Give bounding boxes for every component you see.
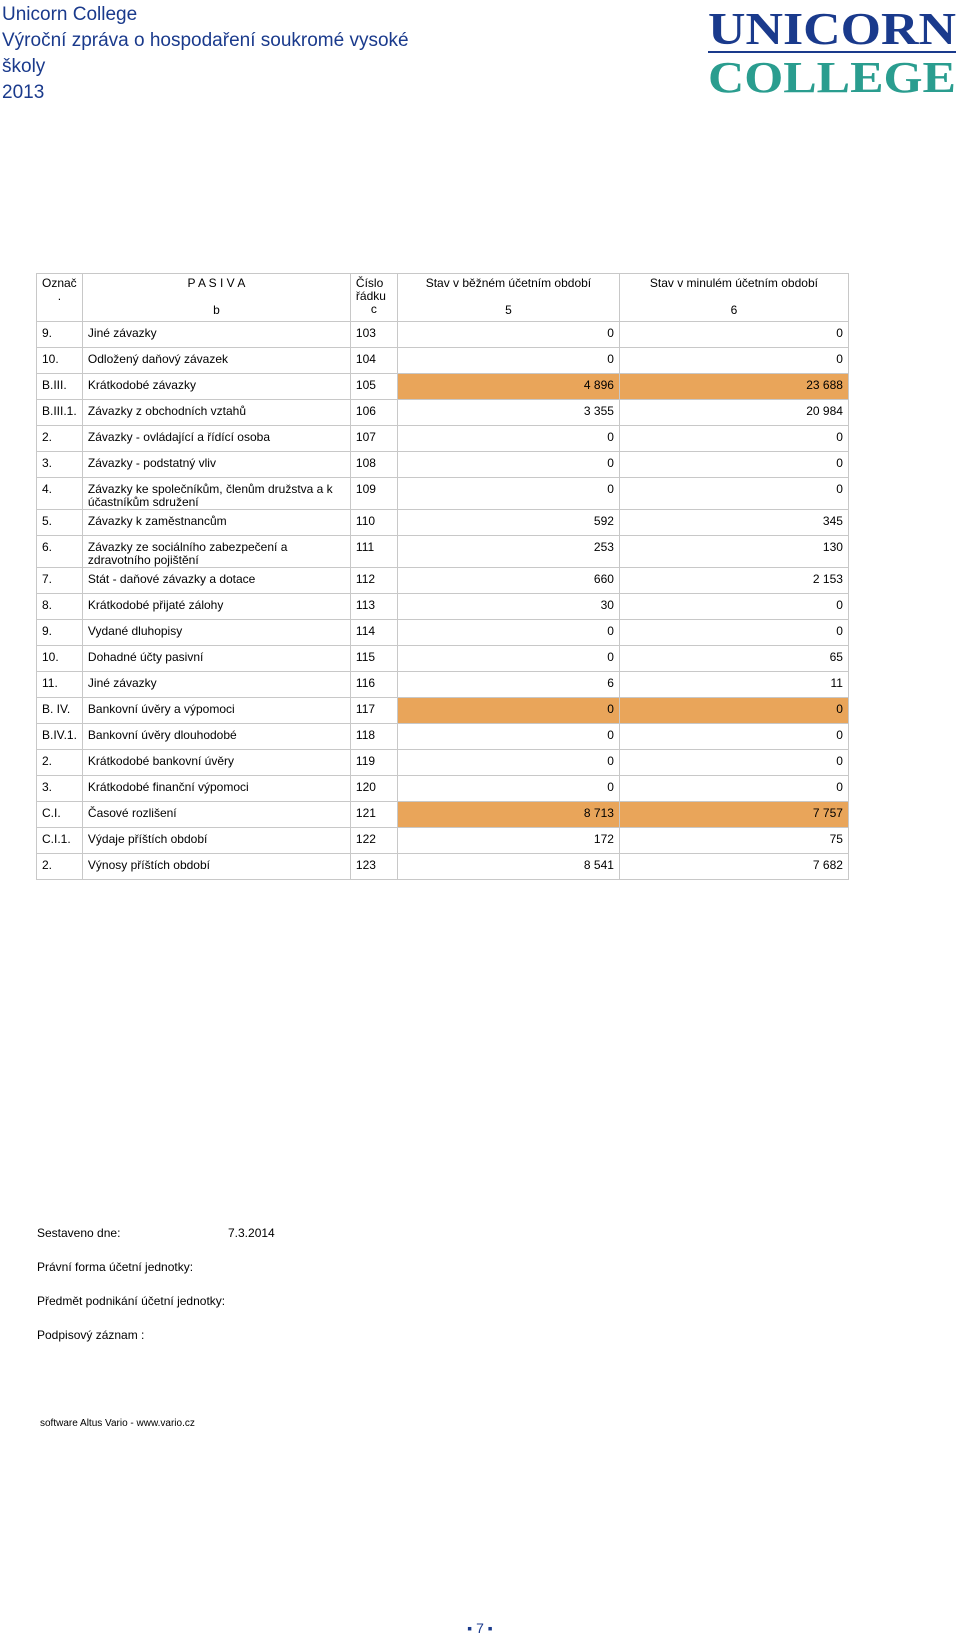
table-row bbox=[37, 400, 849, 426]
footer-podpis: Podpisový záznam : bbox=[37, 1328, 145, 1342]
row-oznaceni: 9. bbox=[37, 620, 83, 646]
table-row bbox=[37, 322, 849, 348]
row-oznaceni: 8. bbox=[37, 594, 83, 620]
row-previous-value: 2 153 bbox=[619, 568, 848, 594]
row-number: 120 bbox=[350, 776, 397, 802]
row-number: 123 bbox=[350, 854, 397, 880]
row-oznaceni: 11. bbox=[37, 672, 83, 698]
row-oznaceni: C.I. bbox=[37, 802, 83, 828]
table-row bbox=[37, 452, 849, 478]
row-previous-value: 0 bbox=[619, 698, 848, 724]
row-current-value: 660 bbox=[397, 568, 619, 594]
row-oznaceni: B.III.1. bbox=[37, 400, 83, 426]
col-pasiva-header: P A S I V A b bbox=[82, 274, 350, 322]
row-current-value: 0 bbox=[397, 698, 619, 724]
row-oznaceni: 2. bbox=[37, 854, 83, 880]
row-current-value: 8 713 bbox=[397, 802, 619, 828]
row-number: 122 bbox=[350, 828, 397, 854]
row-name: Bankovní úvěry dlouhodobé bbox=[82, 724, 350, 750]
row-number: 107 bbox=[350, 426, 397, 452]
table-row bbox=[37, 750, 849, 776]
row-oznaceni: 9. bbox=[37, 322, 83, 348]
table-row bbox=[37, 478, 849, 510]
row-current-value: 172 bbox=[397, 828, 619, 854]
unicorn-college-logo bbox=[706, 0, 960, 100]
footer-pravni-forma: Právní forma účetní jednotky: bbox=[37, 1260, 194, 1274]
row-current-value: 0 bbox=[397, 620, 619, 646]
table-row bbox=[37, 510, 849, 536]
row-previous-value: 20 984 bbox=[619, 400, 848, 426]
row-oznaceni: 6. bbox=[37, 536, 83, 568]
sestaveno-date: 7.3.2014 bbox=[228, 1226, 275, 1240]
row-oznaceni: B. IV. bbox=[37, 698, 83, 724]
row-name: Závazky z obchodních vztahů bbox=[82, 400, 350, 426]
row-current-value: 4 896 bbox=[397, 374, 619, 400]
row-previous-value: 0 bbox=[619, 426, 848, 452]
col-bezne-obdobi-header: Stav v běžném účetním období 5 bbox=[397, 274, 619, 322]
row-oznaceni: 5. bbox=[37, 510, 83, 536]
row-previous-value: 65 bbox=[619, 646, 848, 672]
row-current-value: 6 bbox=[397, 672, 619, 698]
row-name: Jiné závazky bbox=[82, 322, 350, 348]
col-minule-obdobi-header: Stav v minulém účetním období 6 bbox=[619, 274, 848, 322]
org-name: Unicorn College bbox=[2, 4, 138, 25]
row-previous-value: 0 bbox=[619, 750, 848, 776]
row-name: Závazky - ovládající a řídící osoba bbox=[82, 426, 350, 452]
table-row bbox=[37, 854, 849, 880]
row-current-value: 253 bbox=[397, 536, 619, 568]
table-row bbox=[37, 536, 849, 568]
row-oznaceni: 7. bbox=[37, 568, 83, 594]
row-number: 105 bbox=[350, 374, 397, 400]
row-name: Odložený daňový závazek bbox=[82, 348, 350, 374]
row-name: Výdaje příštích období bbox=[82, 828, 350, 854]
row-oznaceni: C.I.1. bbox=[37, 828, 83, 854]
row-number: 115 bbox=[350, 646, 397, 672]
row-current-value: 592 bbox=[397, 510, 619, 536]
row-number: 112 bbox=[350, 568, 397, 594]
row-previous-value: 345 bbox=[619, 510, 848, 536]
table-row bbox=[37, 724, 849, 750]
col-cislo-radku-header: Číslo řádku c bbox=[350, 274, 397, 322]
row-number: 119 bbox=[350, 750, 397, 776]
row-oznaceni: 10. bbox=[37, 348, 83, 374]
row-previous-value: 0 bbox=[619, 724, 848, 750]
footer-predmet: Předmět podnikání účetní jednotky: bbox=[37, 1294, 226, 1308]
pasiva-table bbox=[36, 273, 849, 880]
row-current-value: 0 bbox=[397, 348, 619, 374]
row-number: 118 bbox=[350, 724, 397, 750]
row-previous-value: 0 bbox=[619, 452, 848, 478]
report-year: 2013 bbox=[2, 82, 45, 103]
row-name: Závazky ke společníkům, členům družstva a k účastníkům sdružení bbox=[82, 478, 350, 510]
table-row bbox=[37, 620, 849, 646]
row-name: Dohadné účty pasivní bbox=[82, 646, 350, 672]
col-oznaceni-header: Označ . bbox=[37, 274, 83, 322]
row-previous-value: 130 bbox=[619, 536, 848, 568]
row-number: 117 bbox=[350, 698, 397, 724]
page-number: ▪ 7 ▪ bbox=[467, 1620, 493, 1636]
row-name: Krátkodobé finanční výpomoci bbox=[82, 776, 350, 802]
row-current-value: 0 bbox=[397, 452, 619, 478]
row-number: 104 bbox=[350, 348, 397, 374]
row-previous-value: 0 bbox=[619, 594, 848, 620]
row-previous-value: 75 bbox=[619, 828, 848, 854]
row-name: Vydané dluhopisy bbox=[82, 620, 350, 646]
row-previous-value: 0 bbox=[619, 478, 848, 510]
table-row bbox=[37, 374, 849, 400]
row-number: 111 bbox=[350, 536, 397, 568]
row-name: Závazky k zaměstnancům bbox=[82, 510, 350, 536]
table-row bbox=[37, 698, 849, 724]
row-previous-value: 0 bbox=[619, 620, 848, 646]
row-current-value: 0 bbox=[397, 750, 619, 776]
row-current-value: 0 bbox=[397, 776, 619, 802]
row-oznaceni: 3. bbox=[37, 776, 83, 802]
table-row bbox=[37, 568, 849, 594]
row-current-value: 3 355 bbox=[397, 400, 619, 426]
row-number: 109 bbox=[350, 478, 397, 510]
row-current-value: 0 bbox=[397, 426, 619, 452]
row-previous-value: 7 682 bbox=[619, 854, 848, 880]
row-name: Jiné závazky bbox=[82, 672, 350, 698]
row-name: Závazky - podstatný vliv bbox=[82, 452, 350, 478]
report-title-cont: školy bbox=[2, 56, 46, 77]
row-number: 113 bbox=[350, 594, 397, 620]
footer-sestaveno: Sestaveno dne: 7.3.2014 bbox=[37, 1226, 275, 1240]
table-row bbox=[37, 828, 849, 854]
row-name: Krátkodobé závazky bbox=[82, 374, 350, 400]
row-name: Stát - daňové závazky a dotace bbox=[82, 568, 350, 594]
logo-word-unicorn: UNICORN bbox=[708, 3, 956, 54]
row-name: Krátkodobé přijaté zálohy bbox=[82, 594, 350, 620]
row-oznaceni: 4. bbox=[37, 478, 83, 510]
table-row bbox=[37, 426, 849, 452]
row-oznaceni: 3. bbox=[37, 452, 83, 478]
row-name: Bankovní úvěry a výpomoci bbox=[82, 698, 350, 724]
row-name: Výnosy příštích období bbox=[82, 854, 350, 880]
table-row bbox=[37, 646, 849, 672]
table-row bbox=[37, 348, 849, 374]
row-number: 121 bbox=[350, 802, 397, 828]
document-header bbox=[2, 2, 409, 106]
row-current-value: 8 541 bbox=[397, 854, 619, 880]
row-number: 114 bbox=[350, 620, 397, 646]
row-oznaceni: 2. bbox=[37, 750, 83, 776]
row-previous-value: 11 bbox=[619, 672, 848, 698]
row-previous-value: 0 bbox=[619, 776, 848, 802]
row-current-value: 0 bbox=[397, 724, 619, 750]
row-oznaceni: B.III. bbox=[37, 374, 83, 400]
row-current-value: 0 bbox=[397, 322, 619, 348]
table-row bbox=[37, 594, 849, 620]
table-header-row bbox=[37, 274, 849, 322]
row-number: 106 bbox=[350, 400, 397, 426]
row-name: Krátkodobé bankovní úvěry bbox=[82, 750, 350, 776]
row-number: 116 bbox=[350, 672, 397, 698]
row-number: 110 bbox=[350, 510, 397, 536]
row-previous-value: 23 688 bbox=[619, 374, 848, 400]
table-row bbox=[37, 802, 849, 828]
row-previous-value: 0 bbox=[619, 322, 848, 348]
footer-software: software Altus Vario - www.vario.cz bbox=[40, 1418, 195, 1429]
table-row bbox=[37, 776, 849, 802]
row-previous-value: 7 757 bbox=[619, 802, 848, 828]
logo-word-college: COLLEGE bbox=[708, 53, 956, 100]
row-name: Závazky ze sociálního zabezpečení a zdravotního pojištění bbox=[82, 536, 350, 568]
table-row bbox=[37, 672, 849, 698]
row-oznaceni: B.IV.1. bbox=[37, 724, 83, 750]
row-number: 103 bbox=[350, 322, 397, 348]
row-previous-value: 0 bbox=[619, 348, 848, 374]
row-current-value: 0 bbox=[397, 646, 619, 672]
row-oznaceni: 2. bbox=[37, 426, 83, 452]
row-current-value: 0 bbox=[397, 478, 619, 510]
report-title: Výroční zpráva o hospodaření soukromé vysoké bbox=[2, 30, 409, 51]
row-number: 108 bbox=[350, 452, 397, 478]
row-oznaceni: 10. bbox=[37, 646, 83, 672]
row-name: Časové rozlišení bbox=[82, 802, 350, 828]
row-current-value: 30 bbox=[397, 594, 619, 620]
